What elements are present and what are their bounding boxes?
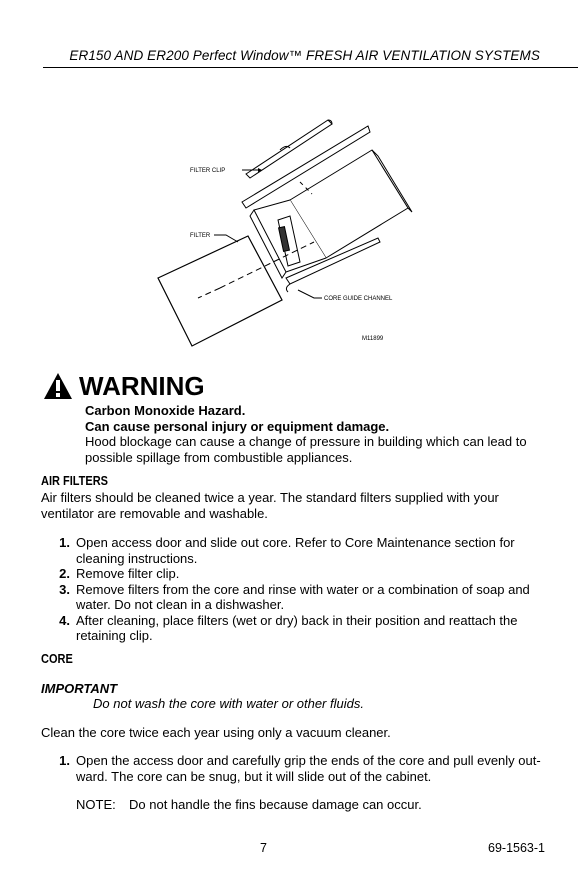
important-label: IMPORTANT [41,681,118,696]
air-filters-steps [41,535,551,644]
step-number: 2. [59,566,70,581]
air-filters-intro: Air filters should be cleaned twice a year. The standard filters supplied with your ventilator are removable and washable. [41,490,499,521]
step-text: Open access door and slide out core. Refer to Core Maintenance section for cleaning instructions. [76,535,515,566]
warning-damage-line: Can cause personal injury or equipment damage. [85,418,390,434]
step-number: 1. [59,753,70,768]
core-steps [41,753,551,784]
warning-hazard-line: Carbon Monoxide Hazard. [85,403,246,418]
list-item [41,566,551,582]
core-note [76,797,422,812]
step-text: After cleaning, place filters (wet or dry) back in their position and reattach the retaining clip. [76,612,518,643]
warning-triangle-icon [43,372,73,400]
note-label: NOTE: [76,797,116,812]
list-item [41,613,551,644]
warning-title: WARNING [79,371,205,401]
step-number: 1. [59,535,70,550]
step-text: Remove filter clip. [76,566,180,581]
note-text: Do not handle the fins because damage can occur. [129,797,422,812]
filter-clip-label: FILTER CLIP [190,168,226,174]
core-guide-channel-label: CORE GUIDE CHANNEL [324,296,393,302]
step-text: Open the access door and carefully grip the ends of the core and pull evenly out-ward. The core can be snug, but it will slide out of the cabinet. [76,753,541,784]
list-item [41,753,551,784]
air-filters-heading: AIR FILTERS [41,474,109,488]
warning-body [85,403,563,465]
diagram-svg [150,112,430,352]
step-number: 3. [59,581,70,597]
list-item [41,535,551,566]
warning-description: Hood blockage can cause a change of pressure in building which can lead to possible spillage from combustible appliances. [85,434,527,465]
important-text: Do not wash the core with water or other fluids. [93,696,364,711]
core-intro: Clean the core twice each year using only a vacuum cleaner. [41,725,391,740]
core-heading: CORE [41,652,73,666]
figure-id-label: M11899 [362,336,384,342]
list-item [41,582,551,613]
step-text: Remove filters from the core and rinse with water or a combination of soap and water. Do not clean in a dishwasher. [76,581,530,612]
page-header-title: ER150 AND ER200 Perfect Window™ FRESH AIR VENTILATION SYSTEMS [69,48,540,63]
warning-block [43,369,563,465]
page-number: 7 [260,841,267,855]
document-number: 69-1563-1 [488,841,545,855]
warning-heading [43,369,563,403]
step-number: 4. [59,612,70,628]
header-rule [43,67,578,68]
filter-label: FILTER [190,233,211,239]
filter-panel [158,236,282,346]
filter-core-diagram [150,112,430,352]
